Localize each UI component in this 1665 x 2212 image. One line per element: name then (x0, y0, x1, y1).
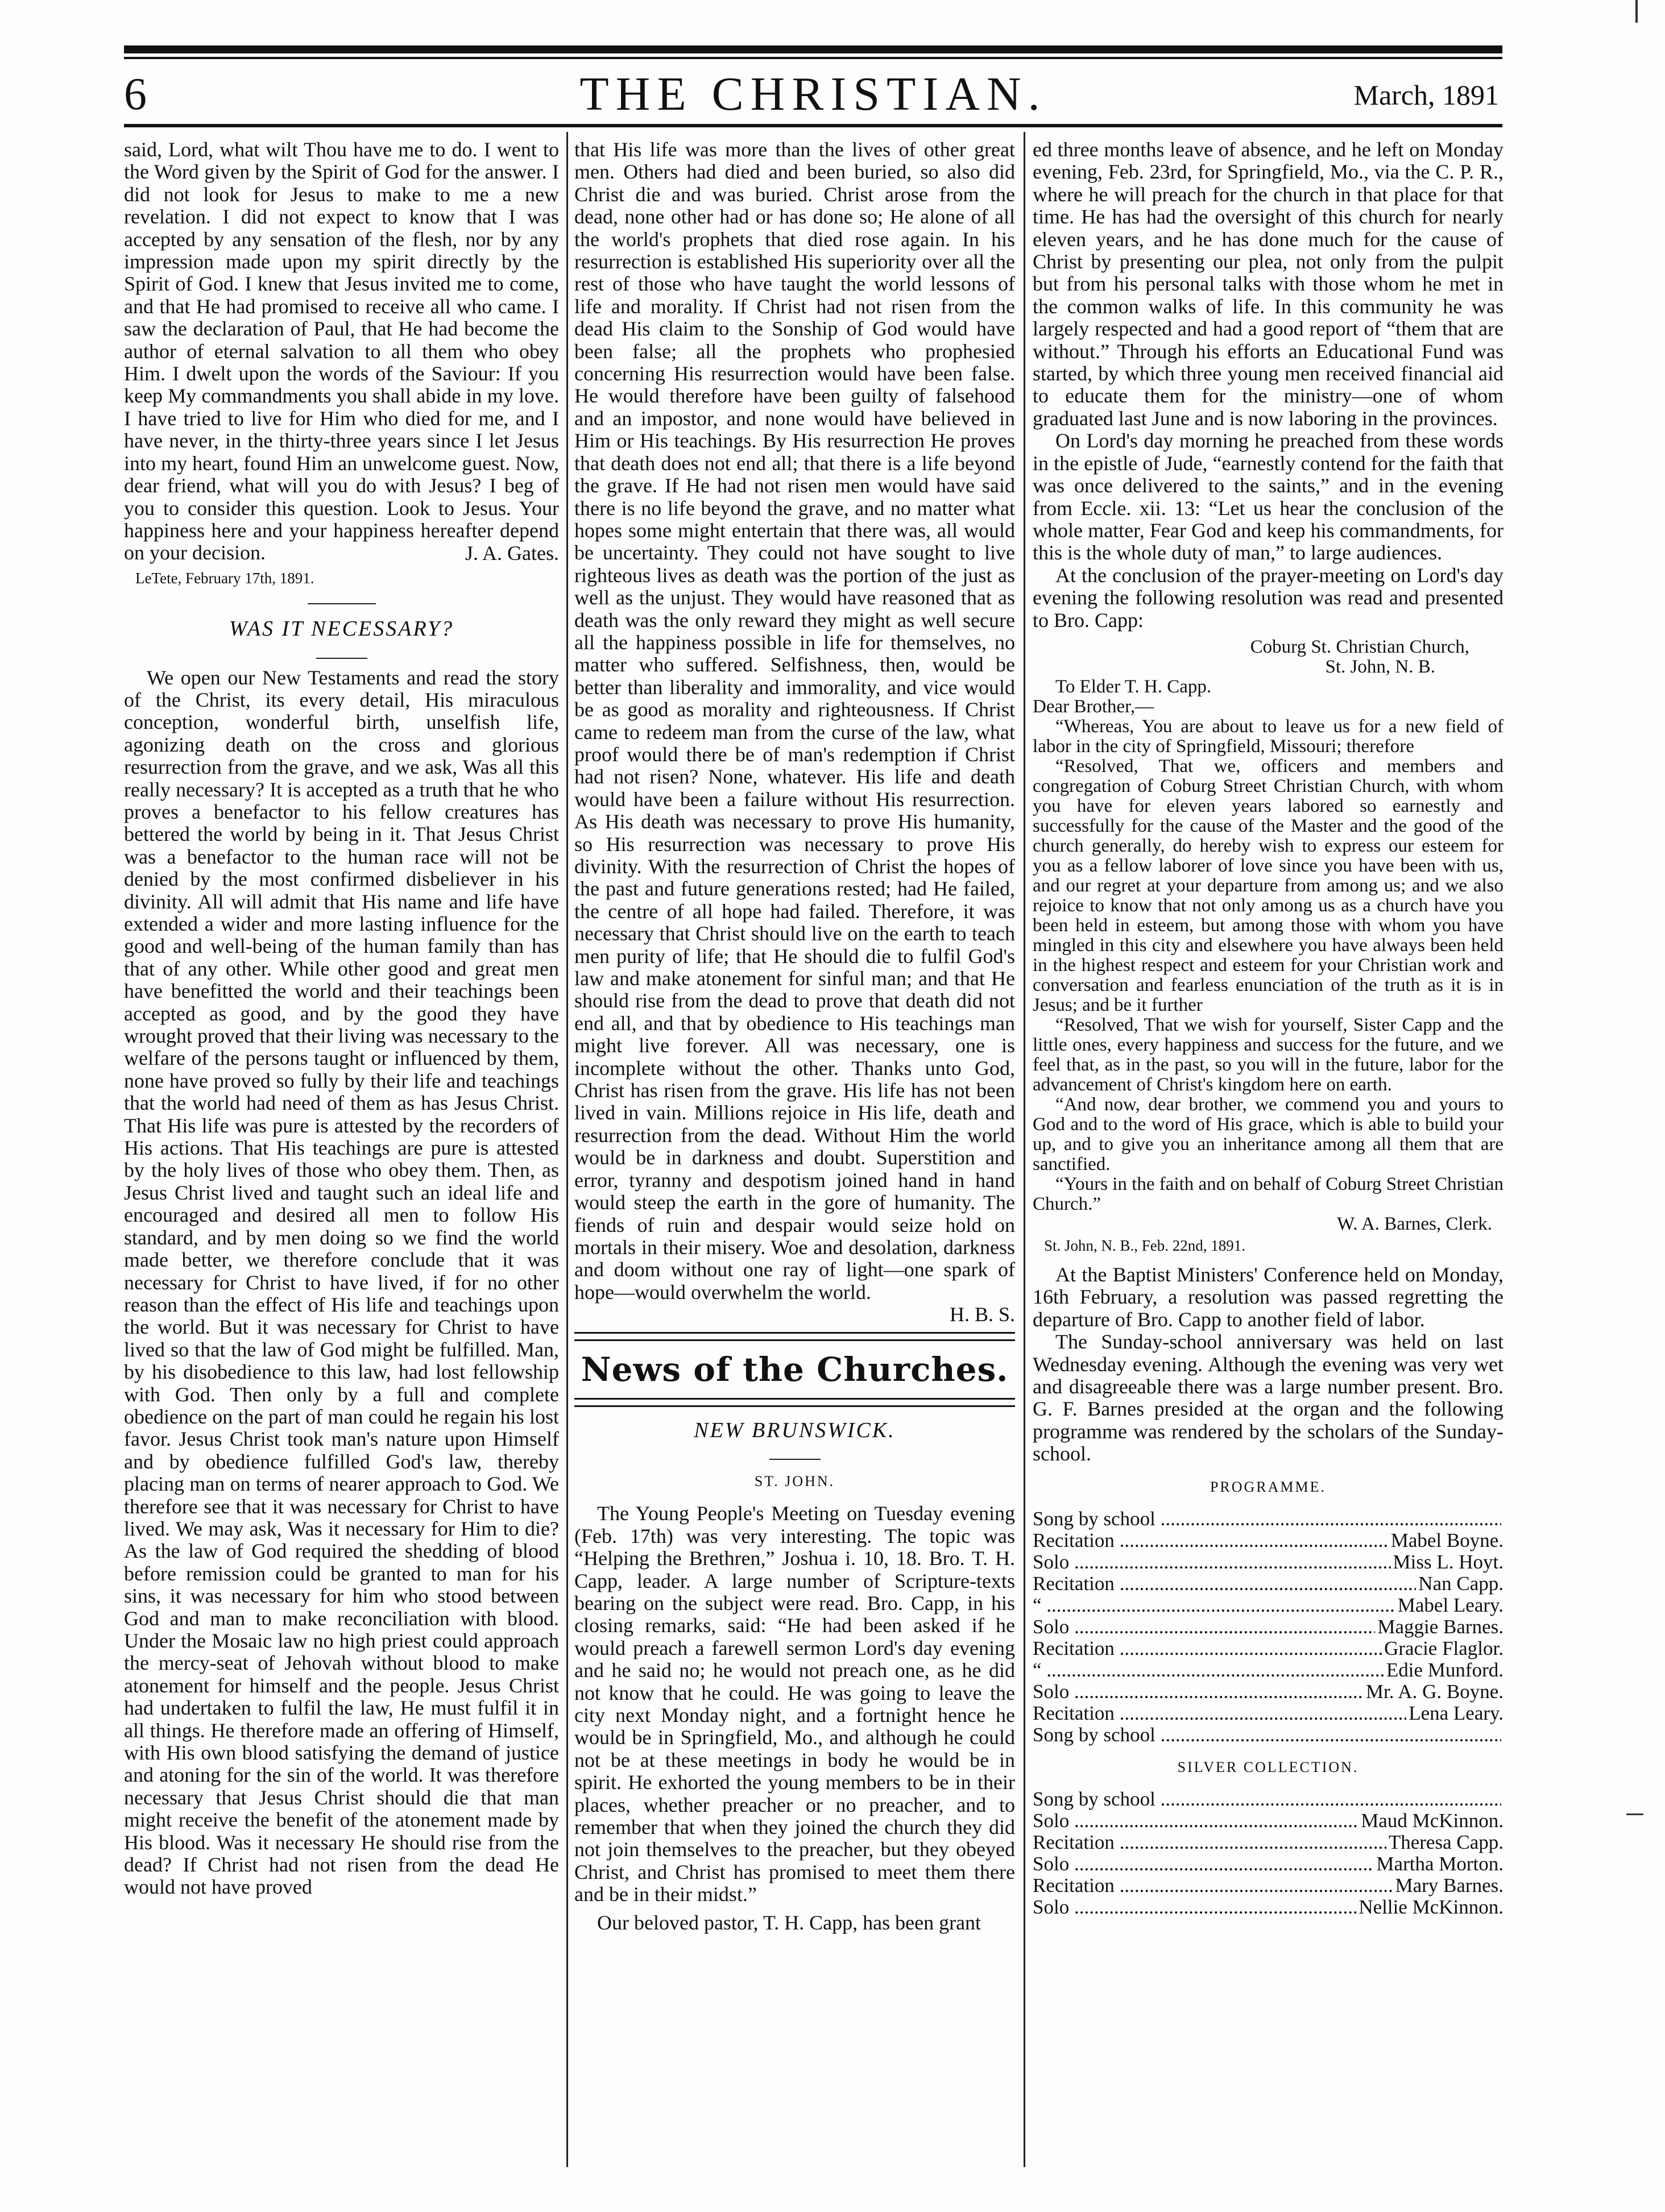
article-signature: H. B. S. (949, 1303, 1015, 1326)
programme-item (1033, 1551, 1504, 1573)
programme-performer: Miss L. Hoyt. (1393, 1551, 1504, 1573)
programme-performer: Mabel Leary. (1397, 1594, 1504, 1616)
section-separator (308, 603, 376, 604)
programme-item (1033, 1616, 1504, 1638)
sermon-paragraph: On Lord's day morning he preached from these words in the epistle of Jude, “earnestly contend for the faith that was once delivered to the saints,” and in the evening from Eccle. xii. 13: “Let us hear the conclusion of the whole matter, Fear God and keep his commandments, for this is the whole duty of man,” to large audiences. (1033, 429, 1504, 565)
programme-item-label: Song by school ..... (1033, 1788, 1501, 1810)
programme-heading: PROGRAMME. (1210, 1478, 1327, 1495)
column-3 (1033, 139, 1504, 2163)
region-heading: NEW BRUNSWICK. (694, 1418, 896, 1442)
resolution-closing: “Yours in the faith and on behalf of Coburg Street Christian Church.” (1033, 1173, 1504, 1214)
anniversary-paragraph: The Sunday-school anniversary was held on last Wednesday evening. Although the evening was very wet and disagreeable there was a large number present. Bro. G. F. Barnes presided at the organ and the following programme was rendered by the scholars of the Sunday-school. (1033, 1330, 1504, 1466)
collection-heading: SILVER COLLECTION. (1177, 1759, 1359, 1775)
programme-item (1033, 1788, 1504, 1810)
programme-item-label: “ ..... (1033, 1595, 1395, 1616)
programme-item-label: Solo ..... (1033, 1616, 1375, 1638)
top-rule-thin (124, 57, 1502, 59)
programme-item (1033, 1530, 1504, 1551)
newspaper-title: THE CHRISTIAN. (579, 68, 1047, 121)
letter-address-line-1: Coburg St. Christian Church, (1250, 636, 1469, 657)
programme-performer: Martha Morton. (1376, 1853, 1504, 1875)
programme-performer: Lena Leary. (1409, 1702, 1504, 1724)
column-divider-1 (566, 132, 568, 2167)
programme-item-label: Solo ..... (1033, 1681, 1364, 1703)
resolution-second: “Resolved, That we wish for yourself, Sister Capp and the little ones, every happiness and success for the future, and we feel that, as in the past, so you will in the future, labor for the advancement of Christ's kingdom here on earth. (1033, 1014, 1504, 1095)
programme-performer: Maggie Barnes. (1377, 1616, 1504, 1638)
programme-performer: Theresa Capp. (1388, 1831, 1504, 1854)
programme-item (1033, 1638, 1504, 1659)
letter-to-line: To Elder T. H. Capp. (1055, 676, 1212, 697)
margin-mark-top (1635, 0, 1638, 23)
programme-performer: Nellie McKinnon. (1358, 1896, 1504, 1919)
article-paragraph: We open our New Testaments and read the story of the Christ, its every detail, His miraculous conception, wonderful birth, unselfish life, agonizing death on the cross and glorious resurrection from the grave, and we ask, Was all this really necessary? It is accepted as a truth that he who proves a benefactor to his fellow creatures has bettered the world by being in it. That Jesus Christ was a benefactor to the human race will not be denied by the most confirmed disbeliever in his divinity. All will admit that His name and life have extended a wider and more lasting influence for the good and well-being of the human family than has that of any other. While other good and great men have benefitted the world and their teachings been accepted as good, and by the good they have wrought proved that their living was necessary to the welfare of the persons taught or influenced by them, none have proved so fully by their life and teachings that the world had need of them as has Jesus Christ. That His life was pure is attested by the recorders of His actions. That His teachings are pure is attested by the holy lives of those who obey them. Then, as Jesus Christ lived and taught such an ideal life and encouraged and desired all men to follow His standard, and by men doing so we find the world made better, we therefore conclude that it was necessary for Christ to have lived, if for no other reason than the effect of His life and teachings upon the world. But it was necessary for Christ to have lived so that the law of God might be fulfilled. Man, by his disobedience to this law, had lost fellowship with God. Then only by a full and complete obedience on the part of man could he regain his lost favor. Jesus Christ took man's nature upon Himself and by obedience fulfilled God's law, thereby placing man on terms of nearer approach to God. We therefore see that it was necessary for Christ to have lived. We may ask, Was it necessary for Him to die? As the law of God required the shedding of blood before remission could be granted to man for his sins, it was necessary for him who stood between God and man to make reconciliation with blood. Under the Mosaic law no high priest could approach the mercy-seat of Jehovah without blood to make atonement for himself and the people. Jesus Christ had undertaken to fulfil the law, He must fulfil it in all things. He therefore made an offering of Himself, with His own blood satisfying the demand of justice and atoning for the sin of the world. It was therefore necessary that Jesus Christ should die that man might receive the benefit of the atonement made by His blood. Was it necessary He should rise from the dead? If Christ had not risen from the dead He would not have proved (124, 666, 559, 1899)
programme-item (1033, 1853, 1504, 1875)
programme-item-label: Solo ..... (1033, 1810, 1358, 1832)
section-title: News of the Churches. (581, 1350, 1009, 1389)
programme-item (1033, 1896, 1504, 1918)
column-2 (574, 139, 1015, 2163)
programme-item-label: Recitation ..... (1033, 1703, 1406, 1724)
programme-performer: Edie Munford. (1386, 1659, 1504, 1681)
letter-dateline: LeTete, February 17th, 1891. (135, 570, 314, 587)
programme-item (1033, 1508, 1504, 1530)
masthead (124, 67, 1502, 122)
programme-item (1033, 1659, 1504, 1681)
letter-dateline-2: St. John, N. B., Feb. 22nd, 1891. (1044, 1236, 1246, 1254)
programme-list (1033, 1508, 1504, 1746)
resolution-first: “Resolved, That we, officers and members and congregation of Coburg Street Christian Church, with whom you have for eleven years labored so earnestly and successfully for the cause of the Master and the good of the church generally, do hereby wish to express our esteem for you as a fellow laborer of love since you have been with us, and our regret at your departure from among us; and we also rejoice to know that not only among us as a church have you been held in esteem, but among those with whom you have mingled in this city and elsewhere you have always been held in the highest respect and esteem for your Christian work and conversation and fearless enunciation of the truth as it is in Jesus; and be it further (1033, 756, 1504, 1015)
clerk-signature: W. A. Barnes, Clerk. (1337, 1213, 1492, 1234)
city-heading: ST. JOHN. (754, 1472, 835, 1489)
programme-performer (1501, 1724, 1504, 1746)
programme-performer: Nan Capp. (1418, 1572, 1504, 1595)
programme-performer: Gracie Flaglor. (1384, 1637, 1504, 1659)
news-last-paragraph: Our beloved pastor, T. H. Capp, has been grant (597, 1911, 981, 1934)
region-underline (769, 1459, 821, 1460)
programme-item-label: Recitation ..... (1033, 1530, 1389, 1551)
resolution-whereas: “Whereas, You are about to leave us for a new field of labor in the city of Springfield, Missouri; therefore (1033, 716, 1504, 757)
programme-item (1033, 1832, 1504, 1853)
column-1 (124, 139, 559, 2163)
programme-performer (1501, 1788, 1504, 1810)
programme-item-label: Solo ..... (1033, 1853, 1374, 1875)
page-number: 6 (124, 69, 147, 119)
issue-date: March, 1891 (1353, 79, 1499, 111)
programme-item-label: Solo ..... (1033, 1896, 1356, 1918)
news-paragraph: The Young People's Meeting on Tuesday evening (Feb. 17th) was very interesting. The topic was “Helping the Brethren,” Joshua i. 10, 18. Bro. T. H. Capp, leader. A large number of Scripture-texts bearing on the subject were read. Bro. Capp, in his closing remarks, said: “He had been asked if he would preach a farewell sermon Lord's day evening and he said no; he would not preach one, as he did not know that he could. He was going to leave the city next Monday night, and a fortnight hence he would be in Springfield, Mo., and although he could not be at these meetings in body he would be in spirit. He exhorted the young members to be in their places, whether preacher or no preacher, and to remember that when they joined the church they did not join themselves to the preacher, but they obeyed Christ, and Christ has promised to meet them there and be in their midst.” (574, 1502, 1015, 1906)
programme-performer: Mabel Boyne. (1390, 1529, 1504, 1551)
resolution-third: “And now, dear brother, we commend you and yours to God and to the word of His grace, which is able to build your up, and to give you an inheritance among all them that are sanctified. (1033, 1094, 1504, 1175)
title-underline (316, 658, 367, 659)
margin-mark-side (1626, 1813, 1643, 1815)
programme-performer: Maud McKinnon. (1361, 1810, 1504, 1832)
conference-paragraph: At the Baptist Ministers' Conference held on Monday, 16th February, a resolution was passed regretting the departure of Bro. Capp to another field of labor. (1033, 1263, 1504, 1331)
programme-item (1033, 1703, 1504, 1724)
letter-signature: J. A. Gates. (465, 541, 559, 565)
programme-item (1033, 1573, 1504, 1595)
programme-item (1033, 1724, 1504, 1746)
article-title: WAS IT NECESSARY? (229, 617, 454, 641)
news-continued-paragraph: ed three months leave of absence, and he left on Monday evening, Feb. 23rd, for Springfield, Mo., via the C. P. R., where he will preach for the church in that place for that time. He has had the oversight of this church for nearly eleven years, and he has done much for the cause of Christ by presenting our plea, not only from the pulpit but from his personal talks with those whom he met in the common walks of life. In this community he was largely respected and had a good report of “them that are without.” Through his efforts an Educational Fund was started, by which three young men received financial aid to educate them for the ministry—one of whom graduated last June and is now laboring in the provinces. (1033, 139, 1504, 430)
programme-performer (1501, 1508, 1504, 1530)
programme-item-label: Recitation ..... (1033, 1875, 1393, 1896)
programme-item (1033, 1810, 1504, 1832)
top-rule (124, 45, 1502, 53)
section-rule-bottom (574, 1398, 1015, 1407)
article-continued-paragraph: that His life was more than the lives of other great men. Others had died and been buried, so also did Christ die and was buried. Christ arose from the dead, none other had or has done so; He alone of all the world's prophets that died rose again. In his resurrection is established His superiority over all the rest of those who have taught the world lessons of life and morality. If Christ had not risen from the dead His claim to the Sonship of God would have been false; all the prophets who prophesied concerning His resurrection would have been false. He would therefore have been guilty of falsehood and an impostor, and none would have believed in Him or His teachings. By His resurrection He proves that death does not end all; that there is a life beyond the grave. If He had not risen men would have said there is no life beyond the grave, and no matter what hopes some might entertain that there was, all would be uncertainty. They could not have sought to live righteous lives as death was the portion of the just as well as the unjust. They would have reasoned that as death was the only reward they might as well secure all the happiness possible in life for themselves, no matter who suffered. Selfishness, then, would be better than liberality and immorality, and vice would be as good as morality and righteousness. If Christ came to redeem man from the curse of the law, what proof would there be of man's redemption if Christ had not risen? None, whatever. His life and death would have been a failure without His resurrection. As His death was necessary to prove His humanity, so His resurrection was necessary to prove His divinity. With the resurrection of Christ the hopes of the past and future generations rested; had He failed, the centre of all hope had failed. Therefore, it was necessary that Christ should live on the earth to teach men purity of life; that He should die to fulfil God's law and make atonement for sinful man; and that He should rise from the dead to prove that death did not end all, and that by obedience to His teachings man might live forever. All was necessary, one is incomplete without the other. Thanks unto God, Christ has risen from the grave. His life has not been lived in vain. Millions rejoice in His life, death and resurrection from the dead. Without Him the world would be in darkness and doubt. Superstition and error, tyranny and despotism joined hand in hand would steep the earth in the gore of humanity. The fiends of ruin and despair would seize hold on mortals in their misery. Woe and desolation, darkness and doom without one ray of light—one spark of hope—would overwhelm the world. (574, 139, 1015, 1304)
letter-ending-paragraph: said, Lord, what wilt Thou have me to do. I went to the Word given by the Spirit of God for the answer. I did not look for Jesus to make to me a new revelation. I did not expect to know that I was accepted by any sensation of the flesh, nor by any impression made upon my spirit directly by the Spirit of God. I knew that Jesus invited me to come, and that He had promised to receive all who came. I saw the declaration of Paul, that He had become the author of eternal salvation to all them who obey Him. I dwelt upon the words of the Saviour: If you keep My commandments you shall abide in my love. I have tried to live for Him who died for me, and I have never, in the thirty-three years since I let Jesus into my heart, found Him an unwelcome guest. Now, dear friend, what will you do with Jesus? I beg of you to consider this question. Look to Jesus. Your happiness here and your happiness hereafter depend on your decision. (124, 139, 559, 565)
resolution-intro: At the conclusion of the prayer-meeting on Lord's day evening the following resolution was read and presented to Bro. Capp: (1033, 563, 1504, 632)
section-rule (574, 1332, 1015, 1341)
masthead-rule (124, 124, 1502, 127)
programme-item-label: Solo ..... (1033, 1551, 1391, 1573)
letter-salutation: Dear Brother,— (1033, 696, 1154, 717)
programme-performer: Mary Barnes. (1395, 1874, 1504, 1897)
programme-item-label: Song by school ..... (1033, 1508, 1501, 1530)
column-divider-2 (1024, 132, 1025, 2167)
programme-item (1033, 1681, 1504, 1703)
programme-item-label: Recitation ..... (1033, 1832, 1386, 1853)
programme-item (1033, 1595, 1504, 1616)
programme-item (1033, 1875, 1504, 1896)
programme-list-2 (1033, 1788, 1504, 1918)
letter-address-line-2: St. John, N. B. (1325, 656, 1435, 677)
resolution-letter (1033, 637, 1504, 1257)
programme-item-label: Song by school ..... (1033, 1724, 1501, 1746)
programme-item-label: Recitation ..... (1033, 1638, 1382, 1659)
programme-item-label: Recitation ..... (1033, 1573, 1416, 1595)
programme-performer: Mr. A. G. Boyne. (1365, 1680, 1504, 1703)
programme-item-label: “ ..... (1033, 1659, 1384, 1681)
